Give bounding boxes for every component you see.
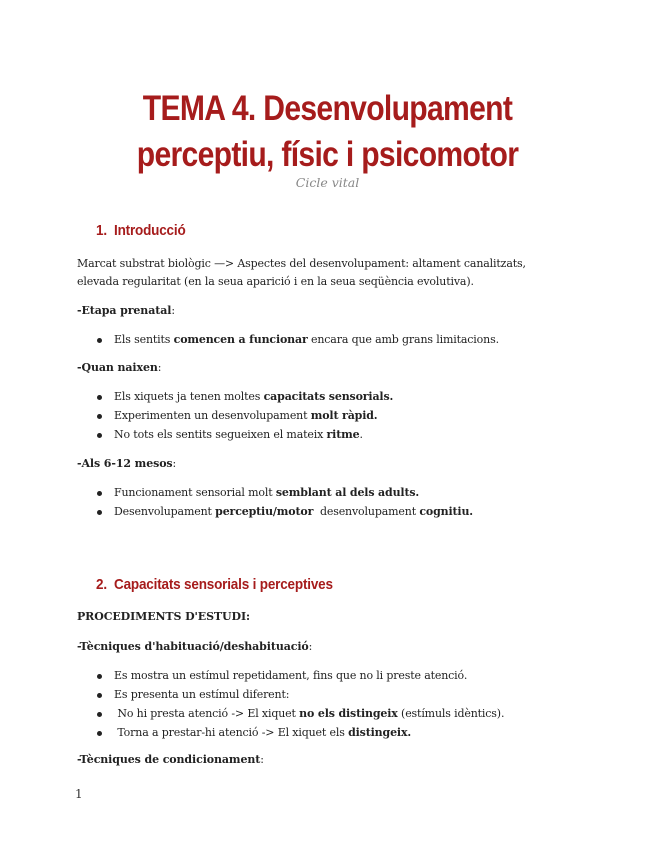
list-6-12-months bbox=[96, 483, 576, 521]
section-2-number: 2. bbox=[96, 576, 107, 593]
section-2-title: Capacitats sensorials i perceptives bbox=[114, 576, 333, 593]
section-1-number: 1. bbox=[96, 222, 107, 239]
intro-line-1: Marcat substrat biològic —> Aspectes del desenvolupament: altament canalitzats, bbox=[77, 257, 526, 270]
group-label-6-12-months: -Als 6-12 mesos: bbox=[77, 457, 177, 470]
list-item: Desenvolupament perceptiu/motor desenvolupament cognitiu. bbox=[96, 502, 576, 521]
list-item: Torna a prestar-hi atenció -> El xiquet els distingeix. bbox=[96, 723, 576, 742]
group-label-conditioning: -Tècniques de condicionament: bbox=[77, 753, 264, 766]
intro-line-2: elevada regularitat (en la seua aparició i en la seua seqüència evolutiva). bbox=[77, 275, 474, 288]
list-item: Es presenta un estímul diferent: bbox=[96, 685, 576, 704]
group-label-habituation: -Tècniques d'habituació/deshabituació: bbox=[77, 640, 313, 653]
list-prenatal bbox=[96, 330, 576, 349]
group-label-prenatal: -Etapa prenatal: bbox=[77, 304, 175, 317]
list-item: Els xiquets ja tenen moltes capacitats sensorials. bbox=[96, 387, 576, 406]
section-1-heading bbox=[96, 222, 186, 239]
page-number: 1 bbox=[75, 787, 83, 801]
list-habituation bbox=[96, 666, 576, 742]
list-item: Experimenten un desenvolupament molt ràpid. bbox=[96, 406, 576, 425]
group-label-birth: -Quan naixen: bbox=[77, 361, 162, 374]
list-item: No hi presta atenció -> El xiquet no els distingeix (estímuls idèntics). bbox=[96, 704, 576, 723]
list-item: Es mostra un estímul repetidament, fins que no li preste atenció. bbox=[96, 666, 576, 685]
title-line-1: TEMA 4. Desenvolupament bbox=[142, 89, 513, 128]
section-2-heading bbox=[96, 576, 333, 593]
subtitle: Cicle vital bbox=[295, 175, 360, 190]
section-1-title: Introducció bbox=[114, 222, 186, 239]
list-item: Funcionament sensorial molt semblant al dels adults. bbox=[96, 483, 576, 502]
list-item: Els sentits comencen a funcionar encara que amb grans limitacions. bbox=[96, 330, 576, 349]
list-item: No tots els sentits segueixen el mateix ritme. bbox=[96, 425, 576, 444]
list-birth bbox=[96, 387, 576, 444]
procedures-subheading: PROCEDIMENTS D'ESTUDI: bbox=[77, 610, 250, 623]
intro-paragraph bbox=[77, 255, 577, 291]
title-line-2: perceptiu, físic i psicomotor bbox=[136, 135, 519, 174]
